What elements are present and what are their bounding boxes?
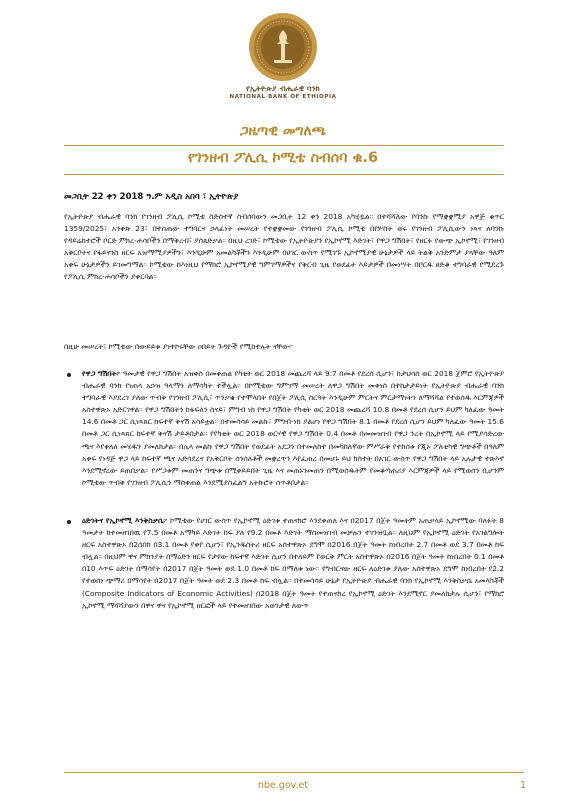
bullet-marker bbox=[67, 373, 71, 377]
title-divider-bottom bbox=[64, 174, 504, 175]
lead-sentence: በዚሁ መሠረት፣ ኮሚቴው በውይይቱ ያነተኮሩቸው ዐበይት ጉዳዮች የሚከተሉት ናቸው፦ bbox=[64, 342, 293, 351]
bank-name-amharic: የኢትዮጵያ ብሔራዊ ባንክ bbox=[246, 84, 320, 93]
press-release-label: ጋዜጣዊ መግለጫ bbox=[239, 123, 327, 139]
seal-icon bbox=[248, 12, 318, 82]
bullet-heading: የዋጋ ግሽበት፦ bbox=[82, 369, 121, 378]
bullet-marker bbox=[67, 520, 71, 524]
bullet-text: ኮሚቴው የሀገር ውስጥ የኢኮኖሚ ዕድገቱ ተጠናክሮ እንደቀጠለ እና በ2017 በጀት ዓመትም አጠቃላይ ኢኮኖሚው ባለፉት 8 ዓመታት ከተመዘገበዉ የ7.5 በመቶ አማካይ እድገት ከፍ ያለ የ9.2 በመቶ እድገት ማስመዝገብ መቻሉን ተገንዝቧል። ለዚህም የኢኮኖሚ ዕድገት የአገልግሎት ዘርፍ አስተዋጽኦ በ2ሰበክ በ3.1 በመቶ የቀየ ሲሆን፣ የኢንዱስትሪ ዘርፍ አስተዋጽኦ ደግሞ በ2016 በጀት ዓመት ከነበረበት 2.7 በመቶ ወደ 3.7 በመቶ ከፍ ብሏል። በዚህም ዋና ምክንያት በማዕድን ዘርፍ የታየው ከፍተኛ እድገት ሲሆን በተለይም የወርቅ ምርት አስተዋጽኦ በ2016 በጀት ዓመት ከነበረበት 0.1 በመቶ በ10 እጥፍ ዕድገት በማሳየት በ2017 በጀት ዓመት ወደ 1.0 በመቶ ከፍ በማለቱ ነው። የግብርናው ዘርፍ ለዕድገቱ ያለው አስተዋጽኦ ደግሞ ከነበረበት የ2.2 የተወሰነ ጭማሪ በማሳየት በ2017 በጀት ዓመት ወደ 2.3 በመቶ ከፍ ብሏል። በተመሳሳይ ሁኔታ የኢትዮጵያ ብሔራዊ ባንክ የኢኮኖሚ እንቅስቃሴ አመላካቾች (Composite Indicators of Economic Activities) በ2018 በጀት ዓመት የተጠናከረ የኢኮኖሚ ዕድገት እንደሚኖር ያመለክታሉ ሲሆን፣ የማክሮ ኢኮኖሚ ማሻሻያውን በዋና ዋና የኢኮኖሚ ዘርፎች ላይ የተመዘገበው አወንታዊ ለውጥ bbox=[82, 516, 504, 610]
document-title: የገንዘብ ፖሊሲ ኮሚቴ ስብሰባ ቁ.6 bbox=[187, 150, 378, 166]
dateline: መጋቢት 22 ቀን 2018 ዓ.ም አዲስ አበባ ፣ ኢትዮጵያ bbox=[64, 192, 239, 202]
title-divider-top bbox=[64, 145, 504, 146]
bullet-growth bbox=[82, 515, 504, 612]
bullet-inflation bbox=[82, 368, 504, 489]
footer-website-link[interactable]: nbe.gov.et bbox=[257, 780, 309, 791]
bullet-text: ዓመታዊ የዋጋ ግሽበት አዝቀስ በመቀጠል የካቲት ወር 2018 መጨረሻ ላይ 9.7 በመቶ የደረሰ ሲሆን፣ ከታህሳስ ወር 2018 ጀምሮ የኢትዮጵያ ብሔራዊ ባንክ የነጠላ አኃዝ ዓላማን ለማሳካት ተችሏል። በኮሚቴው ግምገማ መሠረት ለዋጋ ግሽበት መቀነስ በተከታታይነት የኢትዮጵያ ብሔራዊ ባንክ ተግባራዊ እያደረገ ያለው ጥብቅ የገንዘብ ፖሊሲ፣ ጥንቃቄ የተሞላበት የበጀት ፖሊሲ ስርዓት እንዲሁም ምርትና ምርታማነትን ለማሻሻል የተወሰዱ እርምጃዎች አስተዋጽኦ አድርገዋል። የዋጋ ግሽበትን ከፋፍለን ስናይ፣ ምግብ ነክ የዋጋ ግሽበት የካቲት ወር 2018 መጨረሻ 10.8 በመቶ የደረሰ ሲሆን ይህም ካለፈው ዓመት 14.6 በመቶ ጋር ሲነጻጸር ከፍተኛ ቅናሽ አሳይቷል። በተመሳሳይ መልኩ፣ ምግብ-ነክ ያልሆነ የዋጋ ግሽበት 8.1 በመቶ የደረሰ ሲሆን ይህም ካለፈው ዓመት 15.6 በመቶ ጋር ሲነጻጸር ከፍተኛ ቅናሽ ታይቶበታል። የየካቲት ወር 2018 ወርሃዊ የዋጋ ግሽበት 0.4 በመቶ በመመዝገብ የዋጋ ንረት በኢኮኖሚ ላይ የሚያሳድረው ጫና እየቀለለ መሄዱን ያመለክታል። በሌላ መልኩ የዋጋ ግሽበት የወደፊት አደጋን በተመለከተ በመካከለኛው ምሥራቅ የተከሰቱ የጂኦ ፖለቲካዊ ግጭቶች በዓለም አቀፍ የነዳጅ ዋጋ ላይ ከፍተኛ ጫና አድሳደረና የአቅርቦት ሰንሰለቶች መቋረጥን እየፈጠረ በመሆኑ ይህ ክስተት በአገር ውስጥ የዋጋ ግሽበት ላይ አሉታዊ ተጽእኖ እንደሚኖረው ይጠበቃል። የሥጋቱም መጠንና ግጭቱ በሚቀይይበት ጊዜ እና መጠኑንመጠን በሚወሰዱትም የመቆጣጠሪያ እርምጃዎች ላይ የሚወሰን ቢሆንም ኮሚቴው ጥብቅ የገንዘብ ፖሊሲን ማስቀጠል እንደሚያስፈልግ አትኩሮት ሰጥቶበታል። bbox=[82, 369, 504, 487]
nbe-seal-logo bbox=[248, 12, 318, 82]
bullet-heading: ዕድገትና የኢኮኖሚ እንቅስቃሴ፦ bbox=[82, 516, 168, 525]
intro-paragraph: የኢትዮጵያ ብሔራዊ ባንክ የገንዘብ ፖሊሲ ኮሚቴ ስድስተኛ ስብሰባውን መጋቢት 12 ቀን 2018 አካሂዷል። በተሻሻለው የባንኩ የማቋቋሚያ አዋጅ ቁጥር 1359/2025፣ አንቀጽ 23፣ በተሰጠው ተግባርና ኃላፊነት መሠረት የተቋቋመው የገንዘብ ፖሊሲ ኮሚቴ በየሦስት ወሩ የገንዘብ ፖሊሲውን ነጻና ለባንኩ የዳይሬክተሮች ቦርድ ምክረ-ሐሳቦችን በማቅረብ፣ ያስጸድቃል። በዚህ ረገድ፣ ኮሚቴው የኢትዮጵያን የኢኮኖሚ እድገት፣ የዋጋ ግሽበት፣ የዘርፉ የውጭ ኢኮኖሚ፣ የገንዘብ አቅርቦትና የፋይናንስ ዘርፍ አዝማሚያዎችን፣ እንዲሁም አመልካቾችን እንዲሁም በሀገር ውስጥ የሚገኙ ኢኮኖሚያዊ ሁኔታዎች ላይ ትልቅ አንድምታ ያላቸው ዓለም አቀፍ ሁኔታዎችን ይገመግማል። ኮሚቴው ከእነዚህ የማክሮ ኢኮኖሚያዊ ግምገማዎችና የቅርብ ጊዜ የወደፊት እይታዎች በመነሣት በቦርዱ ፀድቆ ተግባራዊ የሚደረጉ የፖሊሲ ምክረ-ሐሳቦችን ያቀርባል። bbox=[64, 212, 504, 282]
footer-divider bbox=[64, 772, 524, 773]
page-number: 1 bbox=[520, 780, 527, 791]
bank-name-english: NATIONAL BANK OF ETHIOPIA bbox=[229, 94, 337, 100]
